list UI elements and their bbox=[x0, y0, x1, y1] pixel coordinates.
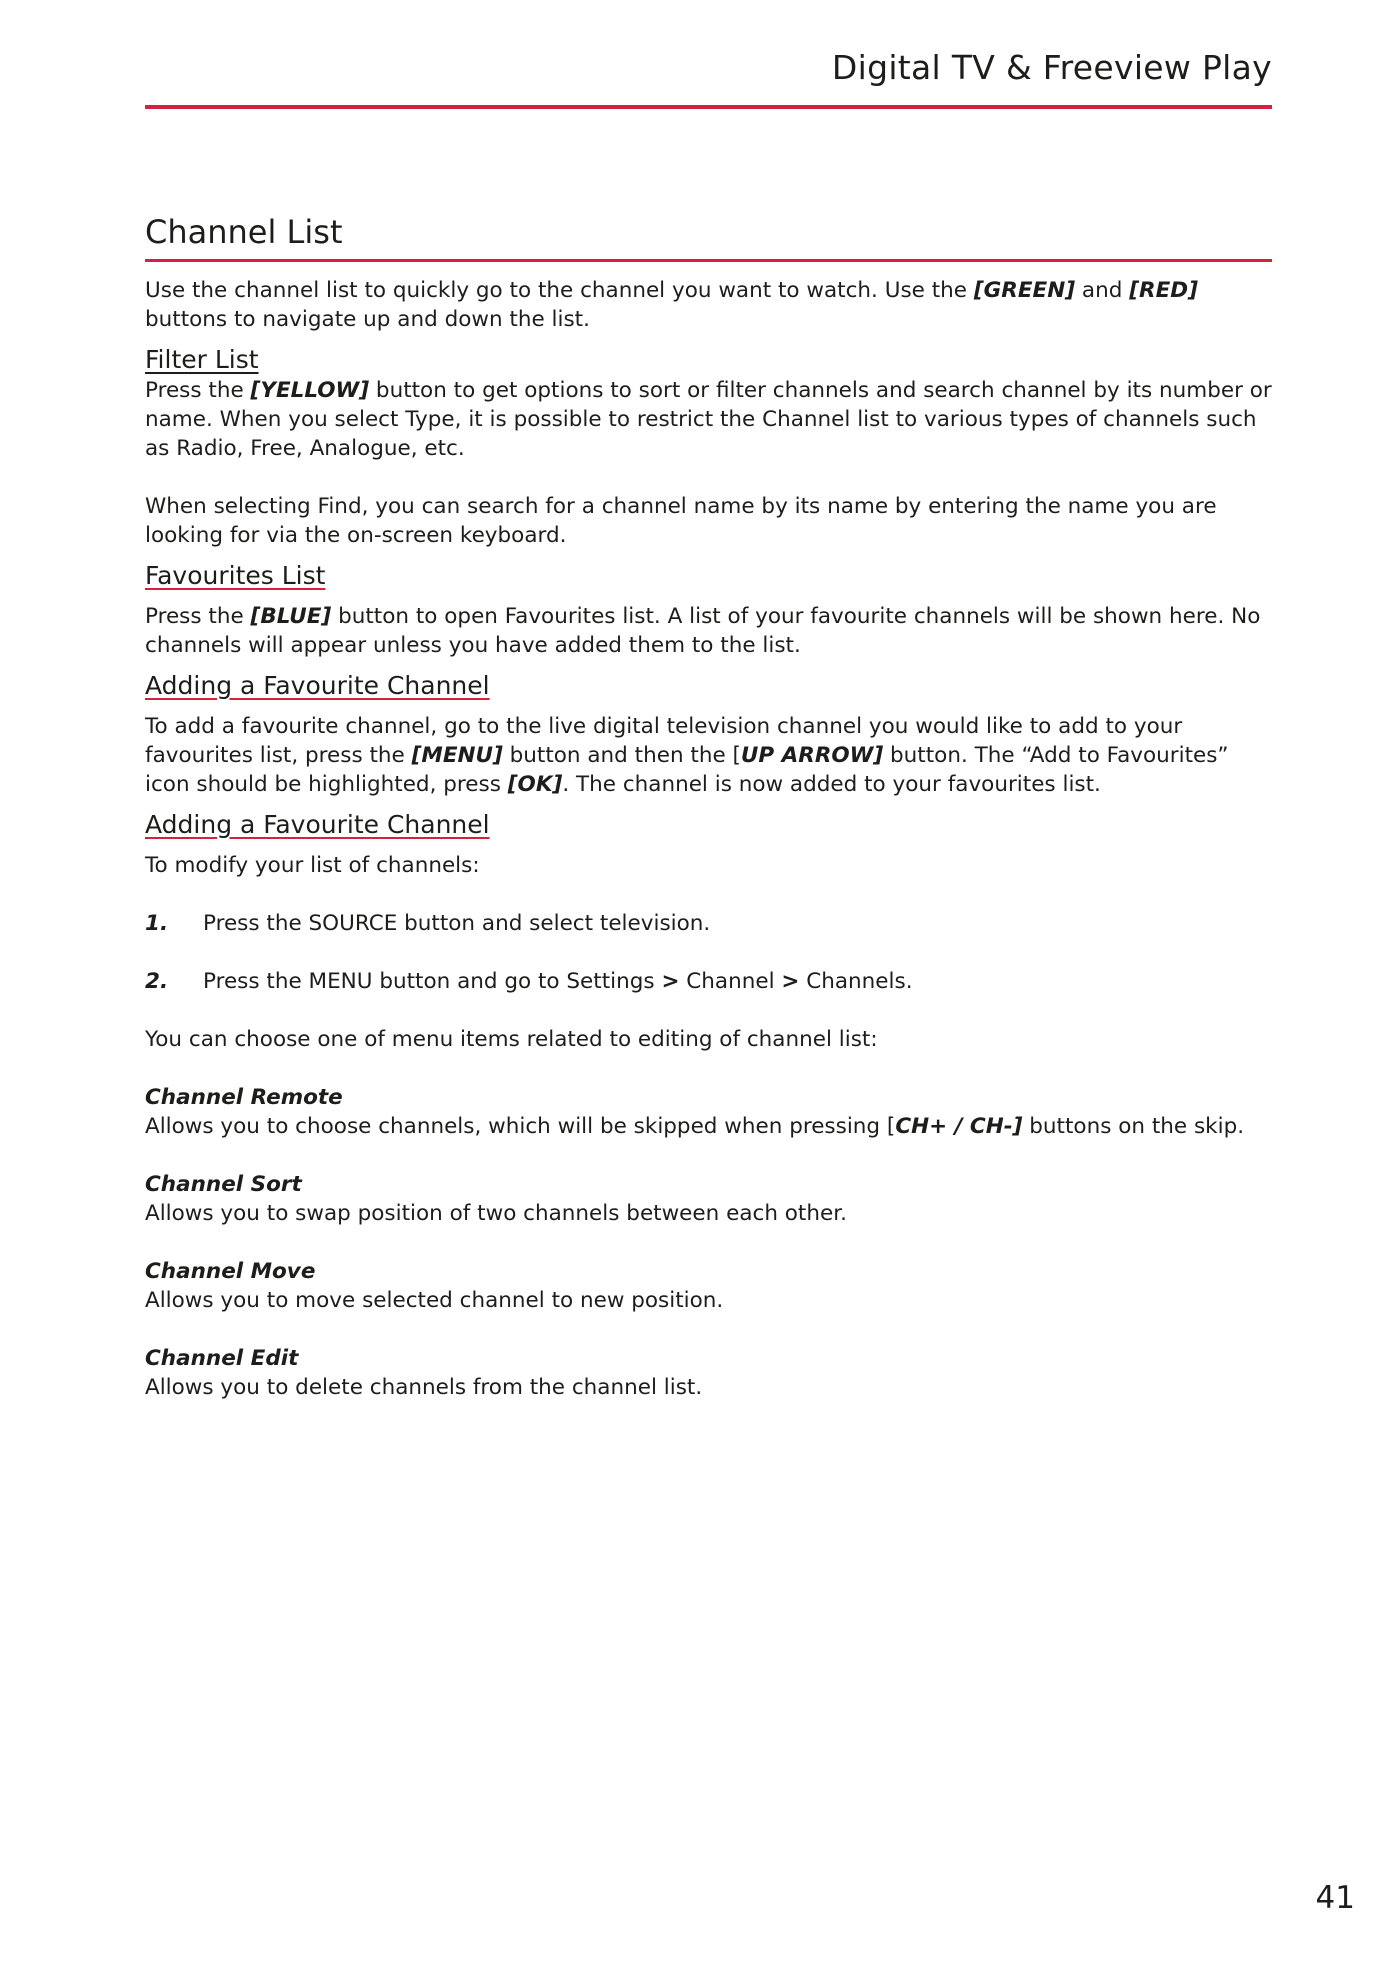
intro-text-1: Use the channel list to quickly go to the channel you want to watch. Use the bbox=[145, 278, 974, 303]
menu-item-description: Allows you to delete channels from the channel list. bbox=[145, 1375, 703, 1400]
adding-text-1: To add a favourite channel, go to the live digital television channel you would like to add to your favourites list, press the bbox=[145, 714, 1183, 768]
favourites-list-heading-row bbox=[145, 560, 1272, 592]
filter-list-heading: Filter List bbox=[145, 345, 259, 374]
page-header-title: Digital TV & Freeview Play bbox=[831, 48, 1272, 87]
favourites-list-paragraph bbox=[145, 602, 1272, 660]
step-text-part: Channels. bbox=[799, 969, 913, 994]
menu-item-block bbox=[145, 1344, 1272, 1402]
favourites-list-heading: Favourites List bbox=[145, 561, 326, 590]
modify-list-heading: Adding a Favourite Channel bbox=[145, 810, 490, 839]
item-text-2: buttons on the skip. bbox=[1022, 1114, 1245, 1139]
step-text-part: Press the MENU button and go to Settings bbox=[203, 969, 662, 994]
adding-text-2: button and then the [ bbox=[502, 743, 741, 768]
intro-text-2: and bbox=[1075, 278, 1130, 303]
menu-key-label: [MENU] bbox=[411, 743, 503, 768]
page-header bbox=[145, 44, 1272, 110]
page-content bbox=[145, 212, 1272, 1402]
menu-item-title: Channel Move bbox=[145, 1259, 316, 1284]
modify-list-heading-row bbox=[145, 809, 1272, 841]
menu-path-separator: > bbox=[661, 969, 680, 994]
filter-list-paragraph bbox=[145, 376, 1272, 463]
step-number: 1. bbox=[145, 911, 169, 936]
blue-key-label: [BLUE] bbox=[250, 604, 332, 629]
adding-text-3: button. The “Add to Favourites” icon should be highlighted, press bbox=[145, 743, 1229, 797]
filter-text-1: Press the bbox=[145, 378, 251, 403]
find-paragraph: When selecting Find, you can search for a channel name by its name by entering the name you are looking for via the on-screen keyboard. bbox=[145, 494, 1217, 548]
adding-favourite-heading: Adding a Favourite Channel bbox=[145, 671, 490, 700]
menu-item-title: Channel Remote bbox=[145, 1085, 343, 1110]
ok-key-label: [OK] bbox=[507, 772, 563, 797]
favourites-text-2: button to open Favourites list. A list of your favourite channels will be shown here. No channels will appear unless you have added them to the list. bbox=[145, 604, 1261, 658]
menu-items-intro: You can choose one of menu items related to editing of channel list: bbox=[145, 1027, 878, 1052]
adding-favourite-heading-row bbox=[145, 670, 1272, 702]
step-text bbox=[203, 967, 913, 996]
menu-item-description: Allows you to swap position of two channels between each other. bbox=[145, 1201, 847, 1226]
menu-item-description: Allows you to move selected channel to new position. bbox=[145, 1288, 724, 1313]
red-key-label: [RED] bbox=[1129, 278, 1198, 303]
step-text: Press the SOURCE button and select television. bbox=[203, 911, 711, 936]
step-text-part: Channel bbox=[679, 969, 782, 994]
menu-item-description bbox=[145, 1112, 1272, 1141]
step-item bbox=[145, 909, 1272, 938]
item-text-1: Allows you to choose channels, which will be skipped when pressing [ bbox=[145, 1114, 896, 1139]
header-divider bbox=[145, 105, 1272, 109]
menu-item-block bbox=[145, 1083, 1272, 1141]
step-number: 2. bbox=[145, 969, 169, 994]
modify-list-intro: To modify your list of channels: bbox=[145, 853, 480, 878]
page-number: 41 bbox=[1315, 1880, 1355, 1916]
filter-list-heading-row bbox=[145, 344, 1272, 376]
menu-path-separator: > bbox=[781, 969, 800, 994]
ch-key-label: CH+ / CH-] bbox=[895, 1114, 1023, 1139]
menu-item-block bbox=[145, 1170, 1272, 1228]
filter-text-2: button to get options to sort or filter channels and search channel by its number or name. When you select Type, it is possible to restrict the Channel list to various types of channels such as Radio, Free, Analogue, etc. bbox=[145, 378, 1272, 461]
menu-item-title: Channel Edit bbox=[145, 1346, 299, 1371]
menu-item-title: Channel Sort bbox=[145, 1172, 302, 1197]
favourites-text-1: Press the bbox=[145, 604, 251, 629]
green-key-label: [GREEN] bbox=[973, 278, 1076, 303]
adding-text-4: . The channel is now added to your favourites list. bbox=[562, 772, 1101, 797]
section-title: Channel List bbox=[145, 212, 1272, 262]
intro-text-3: buttons to navigate up and down the list. bbox=[145, 307, 590, 332]
channel-list-intro bbox=[145, 276, 1272, 334]
step-item bbox=[145, 967, 1272, 996]
up-arrow-key-label: UP ARROW] bbox=[740, 743, 884, 768]
yellow-key-label: [YELLOW] bbox=[250, 378, 370, 403]
menu-item-block bbox=[145, 1257, 1272, 1315]
adding-favourite-paragraph bbox=[145, 712, 1272, 799]
